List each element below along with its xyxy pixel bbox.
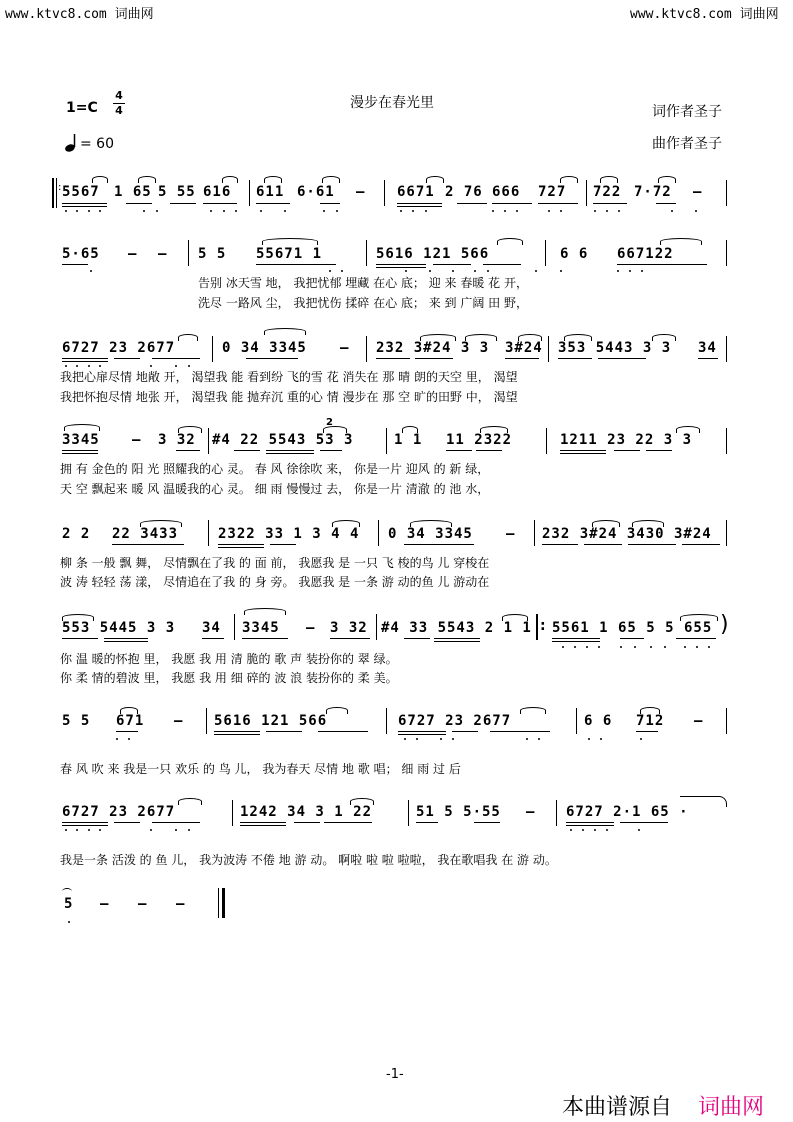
note-group: 727 [538, 184, 567, 200]
note-dash: – [526, 804, 536, 820]
slur-arc [92, 176, 108, 183]
beam-line [682, 544, 720, 545]
tempo-marking: = 60 [80, 136, 114, 152]
note-dash: – [174, 713, 184, 729]
slur-arc [244, 608, 286, 615]
slur-arc [322, 176, 340, 183]
beam-line [617, 264, 707, 265]
beam-line [218, 547, 264, 548]
note-group: 3#24 [505, 340, 543, 356]
beam-line [330, 638, 370, 639]
beam-line [483, 264, 521, 265]
slur-arc [652, 334, 676, 341]
note-group: 5567 [62, 184, 100, 200]
beam-line [656, 203, 676, 204]
bar-line [726, 180, 727, 206]
beam-line [566, 825, 614, 826]
slur-arc [497, 238, 523, 245]
beam-line [474, 822, 500, 823]
note-group: 671 [116, 713, 145, 729]
slur-arc [680, 614, 718, 621]
note-group: 5 5 [198, 246, 227, 262]
slur-arc [350, 798, 374, 805]
slur-arc [178, 426, 202, 433]
beam-line [318, 731, 368, 732]
bar-line [586, 180, 587, 206]
beam-line [266, 453, 314, 454]
beam-line [492, 203, 532, 204]
time-signature-bottom: 4 [115, 104, 123, 117]
bar-line [546, 428, 547, 454]
beam-line [62, 822, 108, 823]
beam-line [202, 638, 224, 639]
lyric-line-2: 洗尽 一路风 尘， 我把忧伤 揉碎 在心 底； 来 到 广阔 田 野， [198, 296, 528, 310]
beam-line [416, 822, 438, 823]
bar-line [408, 800, 409, 826]
time-signature-top: 4 [115, 89, 123, 102]
beam-line [240, 825, 286, 826]
note-group: 6727 23 2677 [398, 713, 512, 729]
slur-arc [326, 707, 348, 714]
octave-dots-row [60, 921, 90, 924]
lyric-line-2: 我把怀抱尽情 地张 开， 渴望我 能 抛弃沉 重的心 情 漫步在 那 空 旷的田野 中， 渴望 [60, 390, 518, 404]
final-bar-thin [218, 888, 219, 918]
beam-line [584, 544, 622, 545]
bar-line [384, 180, 385, 206]
note-group: 6671 [397, 184, 435, 200]
bar-line [208, 428, 209, 454]
bar-line [534, 520, 535, 546]
note-group: 5616 121 566 [214, 713, 328, 729]
beam-line [404, 638, 430, 639]
beam-line [170, 203, 196, 204]
beam-line [114, 358, 140, 359]
bar-line [249, 180, 250, 206]
repeat-dots: : [540, 618, 546, 634]
beam-line [104, 641, 148, 642]
note-group: 2 2 [62, 526, 91, 542]
slur-arc [676, 426, 700, 433]
beam-line [398, 734, 446, 735]
note-group: 1 1 [394, 432, 423, 448]
note-group: 51 5 5·55 [416, 804, 501, 820]
beam-line [203, 203, 237, 204]
footer-source-label: 本曲谱源自 [562, 1095, 673, 1120]
note-group: 5 [64, 896, 74, 912]
lyric-line-1: 告别 冰天雪 地， 我把忧郁 埋藏 在心 底； 迎 来 春暖 花 开， [198, 276, 528, 290]
beam-line [266, 450, 314, 451]
note-group: 2322 33 1 3 4 4 [218, 526, 360, 542]
watermark-left: www.ktvc8.com 词曲网 [5, 7, 154, 22]
beam-line [490, 731, 550, 732]
note-group: 2 76 [445, 184, 483, 200]
final-bar-thick [222, 888, 225, 918]
beam-line [324, 822, 372, 823]
note-group: 232 3#24 3430 3#24 [542, 526, 712, 542]
beam-line [256, 264, 336, 265]
note-group: #4 33 5543 2 1 1 [381, 620, 532, 636]
lyricist-credit: 词作者圣子 [652, 104, 722, 120]
note-group: 34 [698, 340, 717, 356]
beam-line [398, 731, 446, 732]
beam-line [457, 203, 487, 204]
slur-arc [62, 614, 94, 621]
lyric-line-2: 天 空 飘起来 暖 风 温暖我的心 灵。 细 雨 慢慢过 去， 你是一片 清澈 的 池 水， [60, 482, 490, 496]
slur-arc [323, 426, 347, 433]
beam-line [676, 638, 716, 639]
beam-line [636, 731, 658, 732]
song-title: 漫步在春光里 [350, 95, 434, 111]
beam-line [434, 638, 480, 639]
note-dash: – [128, 246, 138, 262]
bar-line [576, 708, 577, 734]
note-group: 0 34 3345 [222, 340, 307, 356]
note-group: 722 [593, 184, 622, 200]
octave-dots-row [60, 270, 740, 273]
beam-line [126, 203, 152, 204]
beam-line [104, 638, 148, 639]
slur-arc [600, 176, 618, 183]
repeat-start-thin-bar [56, 178, 57, 208]
slur-arc [518, 334, 542, 341]
bar-line [726, 428, 727, 454]
beam-line [376, 264, 426, 265]
note-dash: – [356, 184, 366, 200]
slur-arc [120, 707, 138, 714]
beam-line [542, 544, 578, 545]
note-group: 1 65 [114, 184, 152, 200]
bar-line [208, 520, 209, 546]
slur-arc [222, 176, 238, 183]
note-group: 3 32 [158, 432, 196, 448]
note-group: 553 5445 3 3 [62, 620, 176, 636]
note-group: 3345 [242, 620, 280, 636]
slur-arc [480, 426, 508, 433]
beam-line [242, 638, 288, 639]
note-dash: – [100, 896, 110, 912]
beam-line [62, 203, 107, 204]
beam-line [598, 358, 646, 359]
key-signature: 1=C [66, 100, 98, 116]
note-dash: – [693, 184, 703, 200]
repeat-end-bar [536, 614, 538, 640]
lyric-line-2: 你 柔 情的碧波 里， 我愿 我 用 细 碎的 波 浪 装扮你的 柔 美。 [60, 671, 398, 685]
note-group: 22 3433 [112, 526, 179, 542]
lyric-line-1: 拥 有 金色的 阳 光 照耀我的心 灵。 春 风 徐徐吹 来， 你是一片 迎风 的 新 绿， [60, 462, 490, 476]
beam-line [552, 638, 600, 639]
beam-line [552, 641, 600, 642]
note-group: 666 [492, 184, 521, 200]
beam-line [614, 450, 640, 451]
bar-line [212, 336, 213, 362]
bar-line [545, 240, 546, 266]
beam-line [505, 358, 539, 359]
repeat-bracket: ) [720, 612, 729, 637]
note-group: 5561 1 65 5 5 655 [552, 620, 713, 636]
slur-arc [410, 520, 452, 527]
beam-line [415, 358, 453, 359]
beam-line [62, 358, 108, 359]
slur-arc [332, 520, 360, 527]
slur-arc [264, 176, 282, 183]
bar-line [366, 240, 367, 266]
bar-line [726, 240, 727, 266]
octave-dots-row [60, 210, 740, 213]
note-group: 712 [636, 713, 665, 729]
footer-brand-link[interactable]: 词曲网 [698, 1095, 765, 1120]
slur-arc [658, 176, 676, 183]
beam-line [62, 206, 107, 207]
octave-dots-row [60, 646, 740, 649]
beam-line [256, 203, 290, 204]
bar-line [188, 240, 189, 266]
beam-line [320, 450, 342, 451]
slur-arc [178, 334, 198, 341]
note-dash: – [176, 896, 186, 912]
beam-line [397, 206, 442, 207]
note-group: 7·72 [634, 184, 672, 200]
bar-line [386, 428, 387, 454]
note-group: #4 22 5543 53 3 [212, 432, 354, 448]
bar-line [556, 800, 557, 826]
note-group: 5616 121 566 [376, 246, 490, 262]
note-group: 0 34 3345 [388, 526, 473, 542]
time-signature [113, 90, 125, 117]
note-dash: – [306, 620, 316, 636]
beam-line [538, 203, 578, 204]
slur-arc [64, 424, 100, 431]
lyric-line-1: 我是一条 活泼 的 鱼 儿， 我为波涛 不倦 地 游 动。 啊啦 啦 啦 啦啦， 我在歌唱我 在 游 动。 [60, 853, 557, 867]
beam-line [376, 358, 410, 359]
note-group: 55671 1 [256, 246, 323, 262]
slur-arc [592, 520, 620, 527]
note-group: 5 5 [62, 713, 91, 729]
slur-arc [426, 176, 444, 183]
beam-line [214, 731, 260, 732]
bar-line [378, 520, 379, 546]
beam-line [62, 450, 98, 451]
slur-arc [420, 334, 456, 341]
beam-line [452, 731, 478, 732]
slur-arc [138, 176, 156, 183]
beam-line [62, 825, 108, 826]
slur-arc [632, 520, 664, 527]
beam-line [176, 450, 200, 451]
note-group: 3 32 [330, 620, 368, 636]
beam-line [62, 264, 88, 265]
bar-line [548, 336, 549, 362]
beam-line [628, 544, 676, 545]
beam-line [646, 450, 672, 451]
lyric-line-1: 柳 条 一般 飘 舞， 尽情飘在了我 的 面 前， 我愿我 是 一只 飞 梭的鸟 儿 穿梭在 [60, 556, 490, 570]
beam-line [234, 450, 260, 451]
repeat-dots: : [58, 182, 62, 193]
beam-line [214, 734, 260, 735]
beam-line [62, 638, 98, 639]
beam-line [433, 264, 471, 265]
watermark-right: www.ktvc8.com 词曲网 [630, 7, 779, 22]
beam-line [294, 822, 320, 823]
bar-line [234, 614, 235, 640]
note-group: 611 [256, 184, 285, 200]
beam-line [152, 822, 200, 823]
bar-line [232, 800, 233, 826]
lyric-line-1: 春 风 吹 来 我是一只 欢乐 的 鸟 儿， 我为春天 尽情 地 歌 唱； 细 雨 过 后 [60, 762, 461, 776]
slur-arc [402, 426, 418, 433]
beam-line [218, 544, 264, 545]
beam-line [266, 731, 302, 732]
note-dash: – [694, 713, 704, 729]
beam-line [376, 267, 426, 268]
bar-line [376, 614, 377, 640]
beam-line [560, 453, 606, 454]
beam-line [114, 822, 140, 823]
note-dash: – [132, 432, 142, 448]
slur-arc [564, 334, 592, 341]
beam-line [152, 358, 200, 359]
note-group: 6 6 [560, 246, 589, 262]
octave-dots-row [60, 738, 740, 741]
bar-line [726, 336, 727, 362]
bar-line [366, 336, 367, 362]
bar-line [726, 708, 727, 734]
note-group: 1242 34 3 1 22 [240, 804, 373, 820]
slur-arc [465, 334, 497, 341]
beam-line [404, 544, 474, 545]
note-group: 5 55 [158, 184, 196, 200]
beam-line [434, 641, 480, 642]
note-dash: – [158, 246, 168, 262]
note-group: 6727 23 2677 [62, 804, 176, 820]
note-group: 667122 [617, 246, 674, 262]
beam-line [620, 822, 668, 823]
beam-line [240, 822, 286, 823]
beam-line [560, 450, 606, 451]
beam-line [620, 638, 644, 639]
note-group: 11 2322 [446, 432, 513, 448]
beam-line [558, 358, 592, 359]
slur-arc [660, 238, 702, 245]
note-group: 353 5443 3 3 [558, 340, 672, 356]
bar-line [726, 520, 727, 546]
grace-note: 2 [326, 417, 333, 428]
note-group: 6727 2·1 65 · [566, 804, 689, 820]
note-group: 6727 23 2677 [62, 340, 176, 356]
note-group: 616 [203, 184, 232, 200]
note-group: 232 3#24 3 3 [376, 340, 490, 356]
note-dash: – [138, 896, 148, 912]
note-group: 6·61 [297, 184, 335, 200]
slur-arc [262, 238, 318, 245]
slur-arc [140, 520, 182, 527]
beam-line [62, 361, 108, 362]
slur-arc [560, 176, 578, 183]
note-group: 6 6 [584, 713, 613, 729]
tie-continuation [680, 796, 727, 807]
bar-line [386, 708, 387, 734]
page-number: -1- [386, 1067, 404, 1082]
tie-start [62, 888, 72, 895]
lyric-line-1: 我把心扉尽情 地敞 开， 渴望我 能 看到纷 飞的雪 花 消失在 那 晴 朗的天空 里， 渴望 [60, 370, 518, 384]
slur-arc [264, 328, 306, 335]
beam-line [566, 822, 614, 823]
note-group: 5·65 [62, 246, 100, 262]
lyric-line-1: 你 温 暖的怀抱 里， 我愿 我 用 清 脆的 歌 声 装扮你的 翠 绿。 [60, 652, 398, 666]
octave-dots-row [60, 829, 740, 832]
slur-arc [502, 614, 528, 621]
beam-line [446, 450, 472, 451]
slur-arc [178, 798, 202, 805]
note-group: 34 [202, 620, 221, 636]
beam-line [476, 450, 502, 451]
composer-credit: 曲作者圣子 [652, 136, 722, 152]
note-group: 1211 23 22 3 3 [560, 432, 693, 448]
slur-arc [640, 707, 660, 714]
bar-line [206, 708, 207, 734]
beam-line [593, 203, 627, 204]
beam-line [62, 453, 98, 454]
repeat-start-bar [52, 178, 54, 208]
beam-line [246, 358, 298, 359]
lyric-line-2: 波 涛 轻轻 荡 漾， 尽情追在了我 的 身 旁。 我愿我 是 一条 游 动的鱼 儿 游动在 [60, 575, 490, 589]
beam-line [320, 203, 340, 204]
note-dash: – [340, 340, 350, 356]
beam-line [397, 203, 442, 204]
beam-line [270, 544, 296, 545]
beam-line [112, 544, 184, 545]
beam-line [698, 358, 718, 359]
note-group: 3345 [62, 432, 100, 448]
beam-line [116, 731, 138, 732]
note-dash: – [506, 526, 516, 542]
slur-arc [520, 707, 546, 714]
